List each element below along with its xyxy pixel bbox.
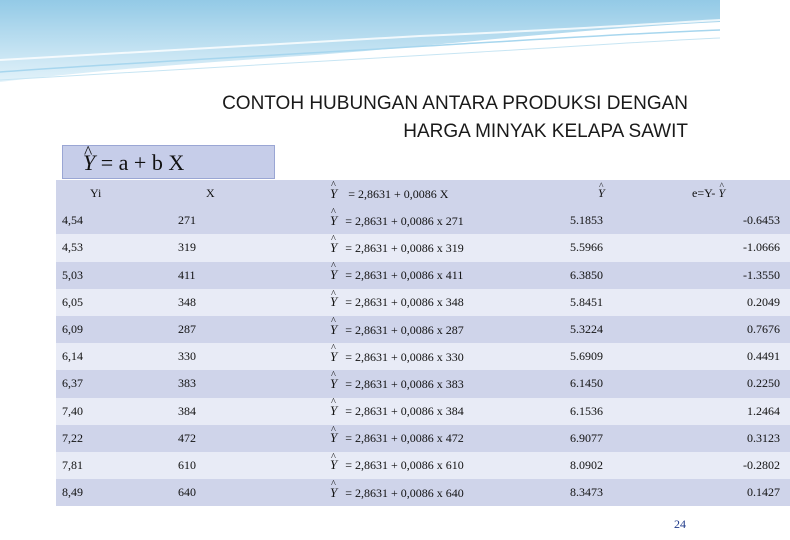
cell-equation	[306, 343, 570, 370]
slide-title-line-1: CONTOH HUBUNGAN ANTARA PRODUKSI DENGAN	[222, 93, 688, 114]
cell-residual: 0.1427	[674, 479, 790, 506]
cell-yi: 4,53	[56, 234, 178, 261]
table-body	[56, 207, 790, 506]
cell-equation-text: = 2,8631 + 0,0086 x 271	[345, 213, 464, 228]
cell-equation	[306, 370, 570, 397]
cell-x: 348	[178, 289, 306, 316]
cell-x: 411	[178, 262, 306, 289]
cell-residual: 0.2049	[674, 289, 790, 316]
cell-equation-y-hat: ^ Y	[330, 349, 337, 365]
cell-yi: 8,49	[56, 479, 178, 506]
cell-y-hat: 8.0902	[570, 452, 674, 479]
header-x: X	[178, 180, 306, 207]
table-row	[56, 370, 790, 397]
cell-residual: 0.4491	[674, 343, 790, 370]
cell-y-hat: 6.9077	[570, 425, 674, 452]
table-header-row	[56, 180, 790, 207]
cell-y-hat: 5.5966	[570, 234, 674, 261]
cell-yi: 5,03	[56, 262, 178, 289]
table-row	[56, 452, 790, 479]
cell-equation	[306, 452, 570, 479]
cell-residual: -1.0666	[674, 234, 790, 261]
cell-y-hat: 5.6909	[570, 343, 674, 370]
cell-y-hat: 6.1536	[570, 398, 674, 425]
cell-x: 271	[178, 207, 306, 234]
cell-equation-y-hat: ^ Y	[330, 213, 337, 229]
cell-x: 384	[178, 398, 306, 425]
cell-equation-text: = 2,8631 + 0,0086 x 287	[345, 322, 464, 337]
cell-equation-text: = 2,8631 + 0,0086 x 411	[345, 268, 464, 283]
cell-equation-text: = 2,8631 + 0,0086 x 384	[345, 404, 464, 419]
slide-title	[128, 90, 688, 146]
cell-equation-y-hat: ^ Y	[330, 376, 337, 392]
cell-equation	[306, 262, 570, 289]
header-equation-y-hat: ^ Y	[330, 186, 337, 202]
cell-equation-y-hat: ^ Y	[330, 267, 337, 283]
cell-equation	[306, 316, 570, 343]
cell-equation	[306, 425, 570, 452]
cell-x: 383	[178, 370, 306, 397]
header-equation-text: = 2,8631 + 0,0086 X	[348, 186, 449, 201]
cell-residual: 1.2464	[674, 398, 790, 425]
cell-equation-y-hat: ^ Y	[330, 322, 337, 338]
header-equation	[306, 180, 570, 207]
header-residual-y-hat: ^ Y	[718, 186, 725, 201]
cell-x: 319	[178, 234, 306, 261]
cell-equation-text: = 2,8631 + 0,0086 x 319	[345, 240, 464, 255]
cell-residual: -0.6453	[674, 207, 790, 234]
cell-equation-y-hat: ^ Y	[330, 485, 337, 501]
cell-equation	[306, 207, 570, 234]
header-wave-decoration	[0, 0, 720, 90]
cell-residual: -0.2802	[674, 452, 790, 479]
header-yi: Yi	[56, 180, 178, 207]
slide-title-line-2: HARGA MINYAK KELAPA SAWIT	[403, 121, 688, 142]
cell-equation-y-hat: ^ Y	[330, 430, 337, 446]
cell-equation	[306, 289, 570, 316]
cell-yi: 6,05	[56, 289, 178, 316]
cell-yi: 4,54	[56, 207, 178, 234]
table-row	[56, 289, 790, 316]
cell-x: 472	[178, 425, 306, 452]
header-y-hat	[570, 180, 674, 207]
cell-yi: 6,09	[56, 316, 178, 343]
table-row	[56, 343, 790, 370]
cell-equation	[306, 479, 570, 506]
table-row	[56, 262, 790, 289]
cell-x: 330	[178, 343, 306, 370]
header-residual-text: e=Y-	[692, 186, 719, 201]
regression-formula-text: = a + b X	[100, 150, 185, 175]
cell-residual: 0.2250	[674, 370, 790, 397]
table-row	[56, 398, 790, 425]
cell-yi: 6,14	[56, 343, 178, 370]
cell-equation-y-hat: ^ Y	[330, 457, 337, 473]
table-row	[56, 207, 790, 234]
cell-y-hat: 5.8451	[570, 289, 674, 316]
cell-residual: 0.3123	[674, 425, 790, 452]
cell-y-hat: 8.3473	[570, 479, 674, 506]
table-row	[56, 425, 790, 452]
cell-equation-text: = 2,8631 + 0,0086 x 610	[345, 458, 464, 473]
cell-y-hat: 6.1450	[570, 370, 674, 397]
header-residual	[674, 180, 790, 207]
cell-x: 287	[178, 316, 306, 343]
cell-equation-text: = 2,8631 + 0,0086 x 330	[345, 349, 464, 364]
cell-yi: 7,81	[56, 452, 178, 479]
cell-y-hat: 5.3224	[570, 316, 674, 343]
y-hat-symbol: ^ Y	[83, 146, 95, 179]
cell-x: 610	[178, 452, 306, 479]
cell-residual: -1.3550	[674, 262, 790, 289]
cell-residual: 0.7676	[674, 316, 790, 343]
cell-equation-text: = 2,8631 + 0,0086 x 383	[345, 376, 464, 391]
table-row	[56, 479, 790, 506]
header-y-hat-symbol: ^ Y	[598, 186, 605, 201]
cell-yi: 7,22	[56, 425, 178, 452]
cell-equation-text: = 2,8631 + 0,0086 x 640	[345, 485, 464, 500]
regression-formula-box	[62, 145, 275, 179]
cell-x: 640	[178, 479, 306, 506]
cell-y-hat: 5.1853	[570, 207, 674, 234]
cell-equation-y-hat: ^ Y	[330, 240, 337, 256]
cell-equation-y-hat: ^ Y	[330, 294, 337, 310]
cell-equation	[306, 398, 570, 425]
cell-yi: 7,40	[56, 398, 178, 425]
table-row	[56, 234, 790, 261]
cell-yi: 6,37	[56, 370, 178, 397]
cell-equation-y-hat: ^ Y	[330, 403, 337, 419]
regression-table	[56, 180, 790, 506]
cell-equation	[306, 234, 570, 261]
cell-equation-text: = 2,8631 + 0,0086 x 348	[345, 295, 464, 310]
cell-y-hat: 6.3850	[570, 262, 674, 289]
page-number: 24	[674, 517, 686, 531]
cell-equation-text: = 2,8631 + 0,0086 x 472	[345, 431, 464, 446]
table-row	[56, 316, 790, 343]
